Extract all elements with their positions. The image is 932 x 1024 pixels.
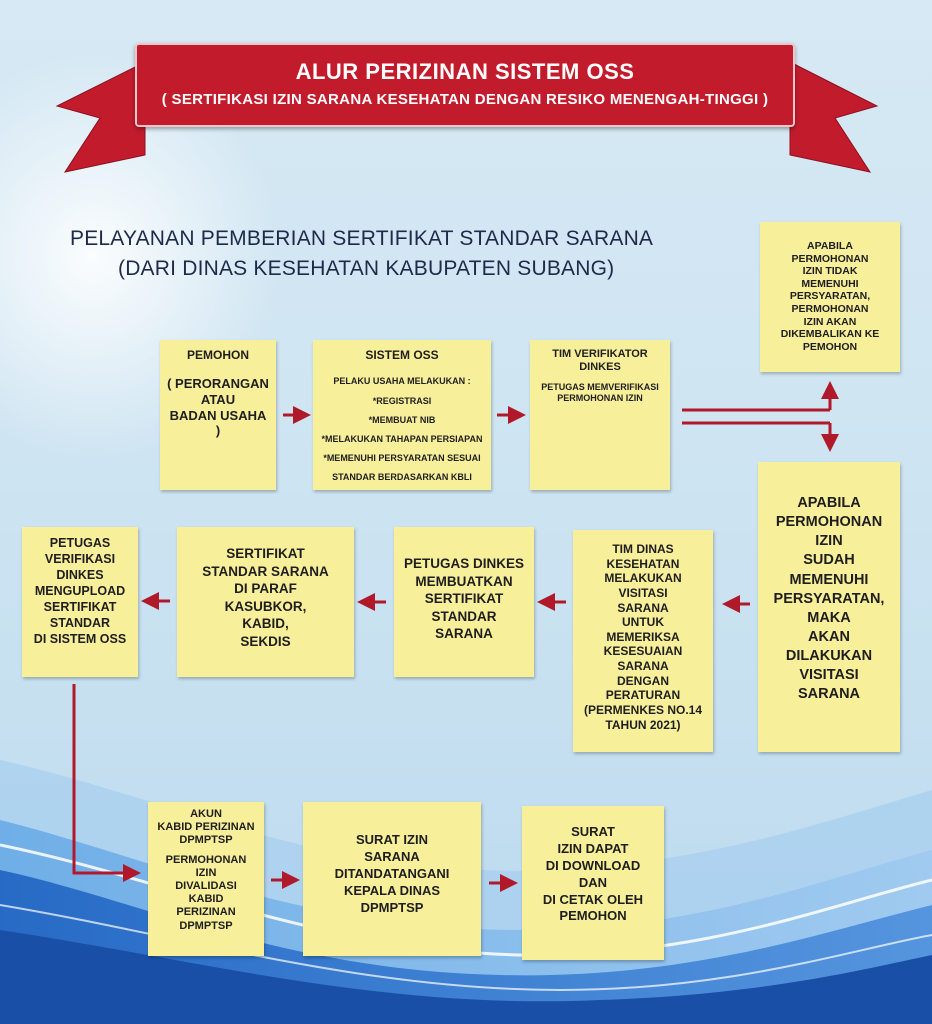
section-heading-line1: PELAYANAN PEMBERIAN SERTIFIKAT STANDAR SARANA: [70, 227, 654, 250]
box-tidak-memenuhi-body: APABILA PERMOHONAN IZIN TIDAK MEMENUHI PERSYARATAN, PERMOHONAN IZIN AKAN DIKEMBALIKAN KE PEMOHON: [780, 240, 880, 353]
box-memenuhi-body: APABILA PERMOHONAN IZIN SUDAH MEMENUHI PERSYARATAN, MAKA AKAN DILAKUKAN VISITASI SARANA: [773, 495, 885, 703]
box-akun-kabid-body: PERMOHONAN IZIN DIVALIDASI KABID PERIZINAN DPMPTSP: [165, 853, 247, 932]
box-akun-kabid: [148, 802, 264, 956]
box-tim-verifikator-title: TIM VERIFIKATOR DINKES: [552, 348, 648, 374]
box-sistem-oss-title: SISTEM OSS: [365, 348, 439, 362]
box-petugas-membuat: [394, 527, 534, 677]
box-sertifikat-paraf-body: SERTIFIKAT STANDAR SARANA DI PARAF KASUBKOR, KABID, SEKDIS: [202, 546, 329, 649]
box-surat-download: [522, 806, 664, 960]
box-tidak-memenuhi: [760, 222, 900, 372]
box-pemohon-title: PEMOHON: [186, 348, 249, 362]
box-tim-verifikator: [530, 340, 670, 490]
box-pemohon-body: ( PERORANGAN ATAU BADAN USAHA ): [167, 376, 269, 439]
section-heading: [70, 224, 710, 284]
box-memenuhi: [758, 462, 900, 752]
box-surat-download-body: SURAT IZIN DAPAT DI DOWNLOAD DAN DI CETAK OLEH PEMOHON: [542, 824, 644, 924]
banner-title: ALUR PERIZINAN SISTEM OSS: [295, 59, 635, 84]
box-tim-dinas-body: TIM DINAS KESEHATAN MELAKUKAN VISITASI SARANA UNTUK MEMERIKSA KESESUAIAN SARANA DENGAN PERATURAN (PERMENKES NO.14 TAHUN 2021): [583, 542, 703, 732]
box-tim-dinas: [573, 530, 713, 752]
box-sistem-oss-body: PELAKU USAHA MELAKUKAN : *REGISTRASI *MEMBUAT NIB *MELAKUKAN TAHAPAN PERSIAPAN *MEMENUHI PERSYARATAN SESUAI STANDAR BERDASARKAN KBLI: [321, 376, 483, 483]
box-surat-izin: [303, 802, 481, 956]
box-surat-izin-body: SURAT IZIN SARANA DITANDATANGANI KEPALA DINAS DPMPTSP: [334, 832, 450, 915]
ribbon-right-tail: [785, 60, 880, 180]
box-sistem-oss: [313, 340, 491, 490]
section-heading-line2: (DARI DINAS KESEHATAN KABUPATEN SUBANG): [118, 257, 615, 280]
banner-subtitle: ( SERTIFIKASI IZIN SARANA KESEHATAN DENGAN RESIKO MENENGAH-TINGGI ): [161, 91, 769, 108]
box-petugas-upload: [22, 527, 138, 677]
box-petugas-membuat-body: PETUGAS DINKES MEMBUATKAN SERTIFIKAT STANDAR SARANA: [403, 556, 525, 642]
box-akun-kabid-title: AKUN KABID PERIZINAN DPMPTSP: [157, 808, 255, 847]
box-sertifikat-paraf: [177, 527, 354, 677]
box-pemohon: [160, 340, 276, 490]
box-petugas-upload-body: PETUGAS VERIFIKASI DINKES MENGUPLOAD SERTIFIKAT STANDAR DI SISTEM OSS: [33, 536, 127, 646]
box-tim-verifikator-body: PETUGAS MEMVERIFIKASI PERMOHONAN IZIN: [541, 382, 659, 404]
header-banner: [135, 43, 795, 127]
